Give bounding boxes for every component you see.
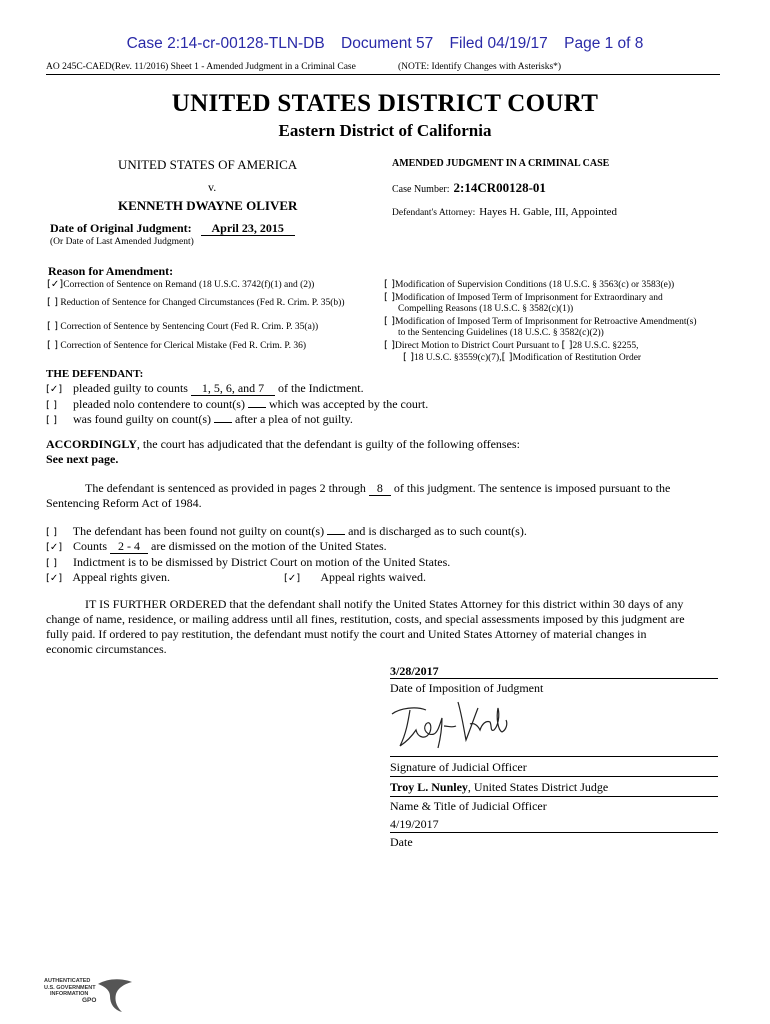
plaintiff: UNITED STATES OF AMERICA [118, 157, 298, 172]
see-next-page: See next page. [46, 452, 119, 466]
plea-found-guilty-row: [ ] was found guilty on count(s) after a plea of not guilty. [46, 412, 353, 426]
form-id: AO 245C-CAED(Rev. 11/2016) Sheet 1 - Amended Judgment in a Criminal Case [46, 62, 356, 72]
case-number-value: 2:14CR00128-01 [453, 180, 546, 195]
checkbox-mark: [ ] [47, 321, 58, 332]
sentence-line-1: The defendant is sentenced as provided in pages 2 through 8 of this judgment. The sentence is imposed pursuant to the [85, 481, 671, 495]
order-line-1: IT IS FURTHER ORDERED that the defendant shall notify the United States Attorney for this district within 30 days of any [85, 597, 684, 611]
amend-left-2: [ ] Reduction of Sentence for Changed Circumstances (Fed R. Crim. P. 35(b)) [47, 297, 345, 308]
filed-date-stamp: Filed 04/19/17 [449, 35, 548, 52]
imposition-label: Date of Imposition of Judgment [390, 681, 544, 695]
header-rule [46, 74, 720, 75]
filing-header [0, 35, 770, 53]
case-number-label: Case Number: [392, 184, 450, 195]
appeal-rights-waived: [✓] Appeal rights waived. [284, 570, 426, 584]
attorney-row [392, 202, 617, 220]
original-judgment-label: Date of Original Judgment: [50, 221, 192, 235]
gpo-eagle-icon [92, 976, 136, 1016]
district-name: Eastern District of California [278, 121, 492, 140]
amend-left-1: [✓]Correction of Sentence on Remand (18 U.S.C. 3742(f)(1) and (2)) [47, 279, 315, 290]
attorney-label: Defendant's Attorney: [392, 208, 476, 218]
checkbox-mark: [ ] [47, 340, 58, 351]
imposition-date: 3/28/2017 [390, 664, 439, 678]
amend-right-5: [ ]18 U.S.C. §3559(c)(7),[ ]Modification of Restitution Order [403, 352, 642, 363]
page-count-stamp: Page 1 of 8 [564, 35, 644, 52]
order-line-4: economic circumstances. [46, 642, 167, 656]
amend-right-3b: to the Sentencing Guidelines (18 U.S.C. § 3582(c)(2)) [398, 328, 604, 338]
checkbox-mark: [✓] [47, 279, 64, 290]
sentence-pages: 8 [369, 482, 391, 496]
plea-counts: 1, 5, 6, and 7 [191, 382, 275, 396]
disposition-indictment: [ ] Indictment is to be dismissed by District Court on motion of the United States. [46, 555, 451, 569]
plea-nolo-row: [ ] pleaded nolo contendere to count(s) which was accepted by the court. [46, 397, 429, 411]
appeal-rights-given: [✓] Appeal rights given. [46, 570, 170, 584]
amend-right-2: [ ]Modification of Imposed Term of Imprisonment for Extraordinary and [384, 292, 663, 303]
sentence-line-2: Sentencing Reform Act of 1984. [46, 496, 202, 510]
order-line-2: change of name, residence, or mailing address until all fines, restitution, costs, and special assessments imposed by this judgment are [46, 612, 685, 626]
signature-label: Signature of Judicial Officer [390, 760, 527, 774]
attorney-value: Hayes H. Gable, III, Appointed [479, 206, 618, 218]
defendant-name: KENNETH DWAYNE OLIVER [118, 198, 298, 213]
amend-right-3: [ ]Modification of Imposed Term of Imprisonment for Retroactive Amendment(s) [384, 316, 697, 327]
plea-guilty-row: [✓] pleaded guilty to counts 1, 5, 6, and 7 of the Indictment. [46, 381, 364, 395]
signed-date: 4/19/2017 [390, 817, 439, 831]
judge-signature [386, 696, 516, 756]
amend-right-4: [ ]Direct Motion to District Court Pursuant to [ ]28 U.S.C. §2255, [384, 340, 639, 351]
order-line-3: fully paid. If ordered to pay restitution, the defendant must notify the court and United States Attorney of material changes in [46, 627, 647, 641]
judge-title: , United States District Judge [467, 780, 609, 794]
amend-left-4: [ ] Correction of Sentence for Clerical Mistake (Fed R. Crim. P. 36) [47, 340, 306, 351]
accordingly-line: ACCORDINGLY, the court has adjudicated that the defendant is guilty of the following offenses: [46, 437, 520, 451]
disposition-not-guilty: [ ] The defendant has been found not guilty on count(s) and is discharged as to such count(s). [46, 524, 527, 538]
amend-right-2b: Compelling Reasons (18 U.S.C. § 3582(c)(1)) [398, 304, 574, 314]
judge-name: Troy L. Nunley [390, 780, 468, 794]
amendment-heading: Reason for Amendment: [48, 264, 174, 278]
judgment-type: AMENDED JUDGMENT IN A CRIMINAL CASE [392, 158, 610, 169]
original-judgment-note: (Or Date of Last Amended Judgment) [50, 237, 194, 247]
case-number-stamp: Case 2:14-cr-00128-TLN-DB [126, 35, 325, 52]
document-number-stamp: Document 57 [341, 35, 434, 52]
versus: v. [208, 180, 217, 194]
gpo-authentication-seal: AUTHENTICATED U.S. GOVERNMENT INFORMATION GPO [44, 976, 134, 1016]
checkbox-mark: [ ] [47, 297, 58, 308]
date-label: Date [390, 835, 413, 849]
disposition-dismissed: [✓] Counts 2 - 4 are dismissed on the motion of the United States. [46, 539, 387, 553]
court-name: UNITED STATES DISTRICT COURT [171, 90, 599, 117]
original-judgment-row [50, 221, 295, 236]
case-number-row [392, 179, 546, 197]
amend-right-1: [ ]Modification of Supervision Conditions (18 U.S.C. § 3563(c) or 3583(e)) [384, 279, 675, 290]
dismissed-counts: 2 - 4 [110, 540, 148, 554]
judge-name-title [390, 780, 608, 795]
form-note: (NOTE: Identify Changes with Asterisks*) [398, 62, 562, 72]
amend-left-3: [ ] Correction of Sentence by Sentencing Court (Fed R. Crim. P. 35(a)) [47, 321, 319, 332]
name-title-label: Name & Title of Judicial Officer [390, 799, 547, 813]
original-judgment-date: April 23, 2015 [201, 222, 295, 236]
defendant-heading: THE DEFENDANT: [46, 368, 144, 380]
